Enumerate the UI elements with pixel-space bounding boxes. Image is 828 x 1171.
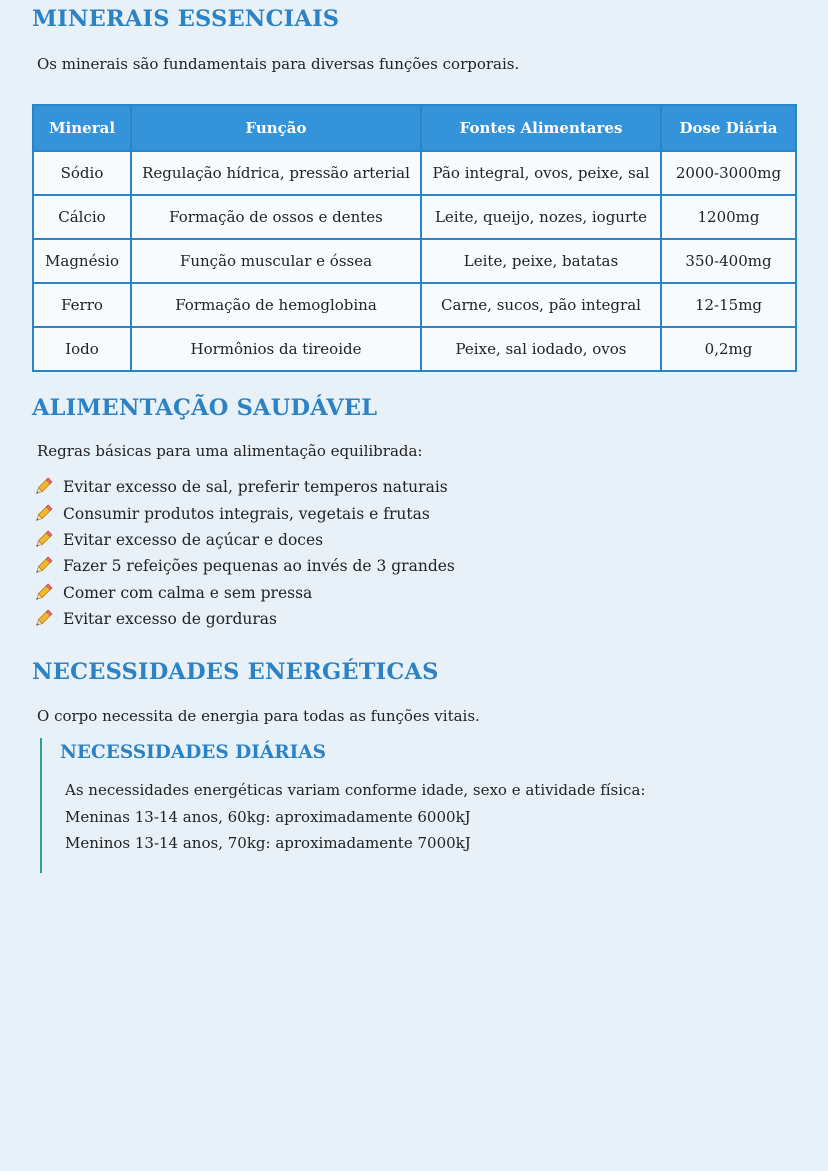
- list-item: [32, 527, 772, 553]
- list-item: [32, 580, 772, 606]
- table-cell: Magnésio: [33, 239, 131, 283]
- list-item-text: Comer com calma e sem pressa: [63, 583, 313, 602]
- table-cell: 12-15mg: [661, 283, 796, 327]
- pencil-icon: [32, 582, 54, 604]
- diet-rules-list: [32, 474, 772, 632]
- table-cell: Leite, peixe, batatas: [421, 239, 661, 283]
- column-header: Função: [131, 105, 421, 151]
- list-item-text: Evitar excesso de sal, preferir temperos naturais: [63, 478, 448, 497]
- table-row: [33, 195, 796, 239]
- column-header: Dose Diária: [661, 105, 796, 151]
- list-item-text: Consumir produtos integrais, vegetais e frutas: [63, 504, 430, 523]
- table-cell: Peixe, sal iodado, ovos: [421, 327, 661, 371]
- table-cell: Sódio: [33, 151, 131, 195]
- diet-intro: Regras básicas para uma alimentação equilibrada:: [37, 442, 423, 460]
- table-cell: Iodo: [33, 327, 131, 371]
- table-cell: Regulação hídrica, pressão arterial: [131, 151, 421, 195]
- list-item: [32, 474, 772, 500]
- daily-needs-line: As necessidades energéticas variam conforme idade, sexo e atividade física:: [65, 781, 646, 799]
- table-cell: 1200mg: [661, 195, 796, 239]
- table-cell: 0,2mg: [661, 327, 796, 371]
- list-item-text: Fazer 5 refeições pequenas ao invés de 3 grandes: [63, 557, 455, 576]
- daily-needs-line: Meninos 13-14 anos, 70kg: aproximadamente 7000kJ: [65, 834, 471, 852]
- pencil-icon: [32, 476, 54, 498]
- daily-needs-line: Meninas 13-14 anos, 60kg: aproximadamente 6000kJ: [65, 807, 471, 826]
- table-row: [33, 283, 796, 327]
- table-cell: Função muscular e óssea: [131, 239, 421, 283]
- table-row: [33, 327, 796, 371]
- list-item: [32, 606, 772, 632]
- table-cell: Pão integral, ovos, peixe, sal: [421, 151, 661, 195]
- table-row: [33, 151, 796, 195]
- pencil-icon: [32, 555, 54, 577]
- pencil-icon: [32, 608, 54, 630]
- pencil-icon: [32, 503, 54, 525]
- energy-title: NECESSIDADES ENERGÉTICAS: [32, 659, 439, 685]
- table-cell: 2000-3000mg: [661, 151, 796, 195]
- daily-needs-callout: [40, 738, 760, 873]
- table-cell: Formação de ossos e dentes: [131, 195, 421, 239]
- table-cell: Formação de hemoglobina: [131, 283, 421, 327]
- column-header: Fontes Alimentares: [421, 105, 661, 151]
- list-item: [32, 500, 772, 526]
- table-cell: 350-400mg: [661, 239, 796, 283]
- table-cell: Ferro: [33, 283, 131, 327]
- table-cell: Leite, queijo, nozes, iogurte: [421, 195, 661, 239]
- energy-intro: O corpo necessita de energia para todas as funções vitais.: [37, 707, 480, 725]
- table-cell: Cálcio: [33, 195, 131, 239]
- diet-title: ALIMENTAÇÃO SAUDÁVEL: [32, 395, 378, 421]
- minerals-table: [32, 104, 797, 372]
- minerals-intro: Os minerais são fundamentais para diversas funções corporais.: [37, 55, 520, 73]
- table-cell: Carne, sucos, pão integral: [421, 283, 661, 327]
- table-row: [33, 239, 796, 283]
- table-header-row: [33, 105, 796, 151]
- minerals-title: MINERAIS ESSENCIAIS: [32, 6, 340, 32]
- list-item: [32, 553, 772, 579]
- list-item-text: Evitar excesso de açúcar e doces: [63, 530, 324, 549]
- daily-needs-title: NECESSIDADES DIÁRIAS: [60, 742, 326, 763]
- table-cell: Hormônios da tireoide: [131, 327, 421, 371]
- column-header: Mineral: [33, 105, 131, 151]
- pencil-icon: [32, 529, 54, 551]
- list-item-text: Evitar excesso de gorduras: [63, 610, 277, 629]
